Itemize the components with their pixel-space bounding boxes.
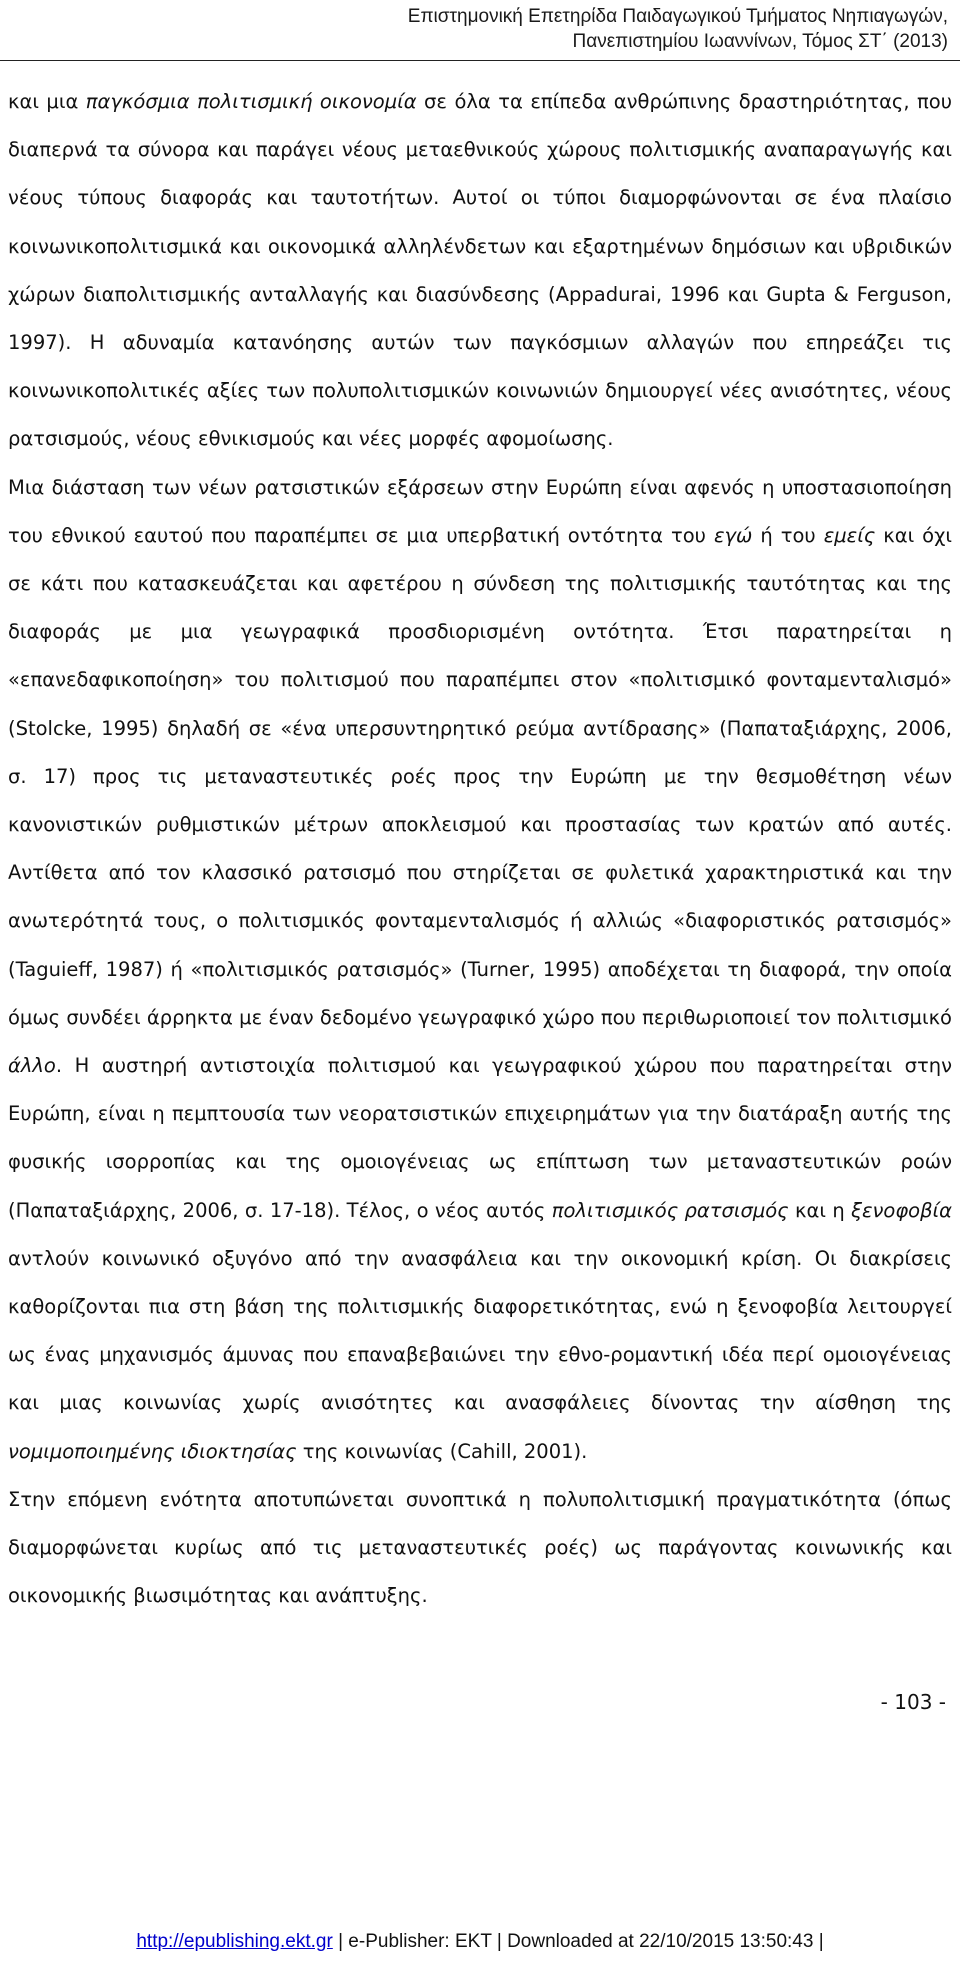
italic-text: νομιμοποιημένης ιδιοκτησίας (8, 1439, 297, 1463)
paragraph (8, 1476, 952, 1621)
header-line-2: Πανεπιστημίου Ιωαννίνων, Τόμος ΣΤ΄ (2013) (572, 31, 948, 52)
text-run: Μια διάσταση των νέων ρατσιστικών εξάρσεων στην Ευρώπη είναι αφενός η υποστασιοποίηση του εθνικού εαυτού που παραπέμπει σε μια υπερβατική οντότητα του (8, 475, 952, 547)
italic-text: εμείς (823, 523, 876, 547)
text-run: αντλούν κοινωνικό οξυγόνο από την ανασφάλεια και την οικονομική κρίση. Οι διακρίσεις καθορίζονται πια στη βάση της πολιτισμικής διαφορετικότητας, ενώ η ξενοφοβία λειτουργεί ως ένας μηχανισμός άμυνας που επαναβεβαιώνει την εθνο-ρομαντική ιδέα περί ομοιογένειας και μιας κοινωνίας χωρίς ανισότητες και ανασφάλειες δίνοντας την αίσθηση της (8, 1246, 952, 1415)
text-run: . Η αυστηρή αντιστοιχία πολιτισμού και γεωγραφικού χώρου που παρατηρείται στην Ευρώπη, είναι η πεμπτουσία των νεορατσιστικών επιχειρημάτων για την διατάραξη αυτής της φυσικής ισορροπίας και της ομοιογένειας ως επίπτωση των μεταναστευτικών ροών (Παπαταξιάρχης, 2006, σ. 17-18). Τέλος, ο νέος αυτός (8, 1054, 952, 1222)
footer-info: | e-Publisher: EKT | Downloaded at 22/10/2015 13:50:43 | (332, 1931, 824, 1952)
italic-text: ξενοφοβία (851, 1198, 953, 1222)
text-run: της κοινωνίας (Cahill, 2001). (296, 1439, 588, 1463)
italic-text: εγώ (713, 523, 753, 547)
italic-text: άλλο (8, 1054, 56, 1078)
footer-link[interactable]: http://epublishing.ekt.gr (136, 1931, 333, 1952)
page-number: - 103 - (880, 1690, 946, 1714)
footer (0, 1931, 960, 1953)
italic-text: παγκόσμια πολιτισμική οικονομία (85, 90, 417, 113)
paragraph (8, 464, 952, 1476)
running-header (408, 4, 948, 54)
paragraph (8, 78, 952, 464)
header-line-1: Επιστημονική Επετηρίδα Παιδαγωγικού Τμήματος Νηπιαγωγών, (407, 6, 948, 27)
text-run: ή του (752, 523, 824, 547)
header-rule (0, 60, 960, 61)
text-run: και μια (8, 90, 86, 113)
text-run: και όχι σε κάτι που κατασκευάζεται και αφετέρου η σύνδεση της πολιτισμικής ταυτότητας και της διαφοράς με μια γεωγραφικά προσδιορισμένη οντότητα. Έτσι παρατηρείται η «επανεδαφικοποίηση» του πολιτισμού που παραπέμπει στον «πολιτισμικό φονταμενταλισμό» (Stolcke, 1995) δηλαδή σε «ένα υπερσυντηρητικό ρεύμα αντίδρασης» (Παπαταξιάρχης, 2006, σ. 17) προς τις μεταναστευτικές ροές προς την Ευρώπη με την θεσμοθέτηση νέων κανονιστικών ρυθμιστικών μέτρων αποκλεισμού και προστασίας των κρατών από αυτές. Αντίθετα από τον κλασσικό ρατσισμό που στηρίζεται σε φυλετικά χαρακτηριστικά και την ανωτερότητά τους, ο πολιτισμικός φονταμενταλισμός ή αλλιώς «διαφοριστικός ρατσισμός» (Taguieff, 1987) ή «πολιτισμικός ρατσισμός» (Turner, 1995) αποδέχεται τη διαφορά, την οποία όμως συνδέει άρρηκτα με έναν δεδομένο γεωγραφικό χώρο που περιθωριοποιεί τον πολιτισμικό (8, 523, 952, 1029)
text-run: και η (788, 1198, 852, 1222)
body-text (8, 78, 952, 1621)
text-run: Στην επόμενη ενότητα αποτυπώνεται συνοπτικά η πολυπολιτισμική πραγματικότητα (όπως διαμορφώνεται κυρίως από τις μεταναστευτικές ροές) ως παράγοντας κοινωνικής και οικονομικής βιωσιμότητας και ανάπτυξης. (8, 1487, 952, 1608)
italic-text: πολιτισμικός ρατσισμός (551, 1198, 789, 1222)
text-run: σε όλα τα επίπεδα ανθρώπινης δραστηριότητας, που διαπερνά τα σύνορα και παράγει νέους μεταεθνικούς χώρους πολιτισμικής αναπαραγωγής και νέους τύπους διαφοράς και ταυτοτήτων. Αυτοί οι τύποι διαμορφώνονται σε ένα πλαίσιο κοινωνικοπολιτισμικά και οικονομικά αλληλένδετων και εξαρτημένων δημόσιων και υβριδικών χώρων διαπολιτισμικής ανταλλαγής και διασύνδεσης (Appadurai, 1996 και Gupta & Ferguson, 1997). Η αδυναμία κατανόησης αυτών των παγκόσμιων αλλαγών που επηρεάζει τις κοινωνικοπολιτικές αξίες των πολυπολιτισμικών κοινωνιών δημιουργεί νέες ανισότητες, νέους ρατσισμούς, νέους εθνικισμούς και νέες μορφές αφομοίωσης. (8, 90, 953, 451)
